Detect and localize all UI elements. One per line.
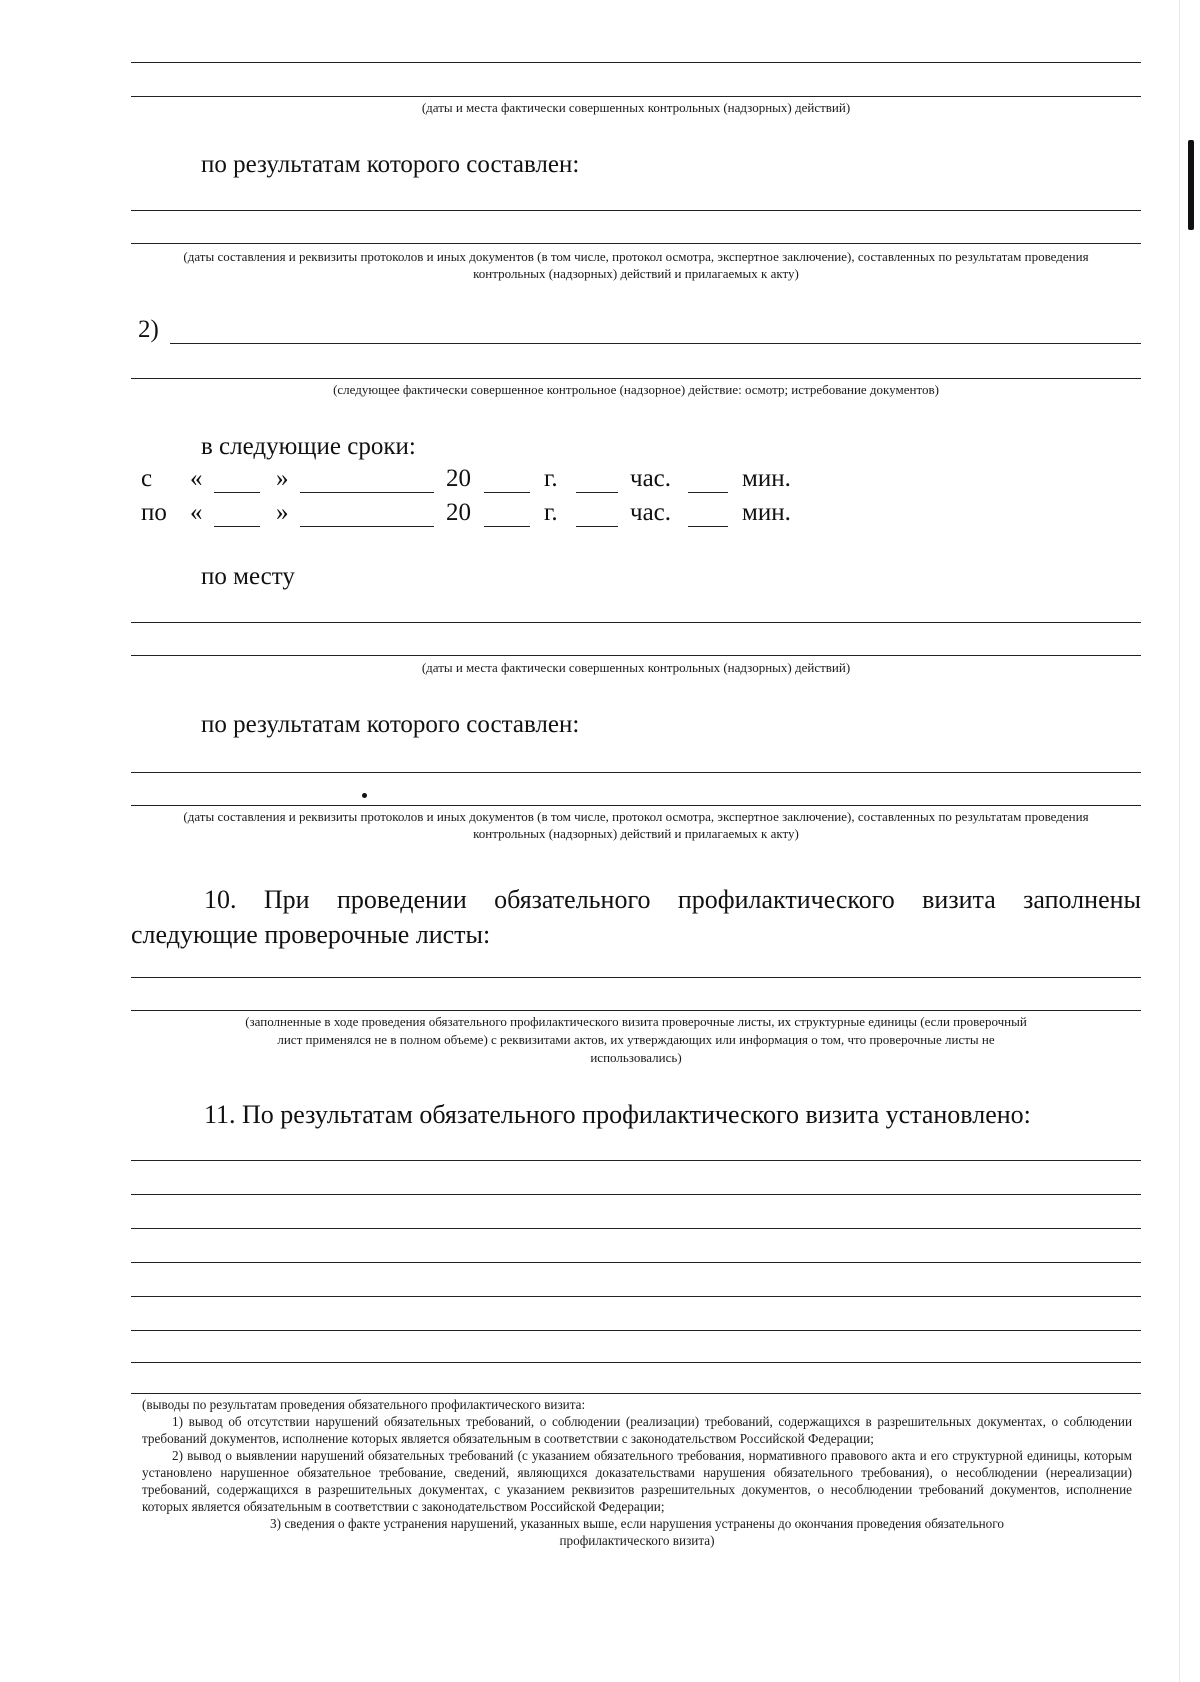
open-quote: « [190,499,203,526]
year-suffix: г. [544,465,558,492]
caption-checklists-2: лист применялся не в полном объеме) с реквизитами актов, их утверждающих или информация о том, что проверочные листы не [277,1032,995,1047]
hours-fill-line [576,492,618,493]
minutes-label: мин. [742,499,791,526]
scan-mark [1188,140,1194,230]
minutes-fill-line [688,492,728,493]
from-label: с [141,465,153,492]
blank-line [131,1194,1141,1195]
conclusion-3-line-1: 3) сведения о факте устранения нарушений, указанных выше, если нарушения устранены до окончания проведения обязательного [270,1516,1004,1531]
blank-line [131,1393,1141,1394]
item-10-text: 10. При проведении обязательного профилактического визита заполнены следующие проверочные листы: [131,885,1141,949]
blank-line [131,977,1141,978]
day-fill-line [214,526,260,527]
terms-label: в следующие сроки: [201,433,416,460]
conclusion-3-line-2: профилактического визита) [559,1533,715,1548]
year-prefix: 20 [446,499,471,526]
month-fill-line [300,492,434,493]
year-fill-line [484,492,530,493]
blank-line [131,210,1141,211]
caption-checklists-3: использовались) [590,1050,682,1065]
minutes-fill-line [688,526,728,527]
caption-action: (следующее фактически совершенное контрольное (надзорное) действие: осмотр; истребование документов) [333,382,939,397]
year-suffix: г. [544,499,558,526]
scan-dot [362,793,367,798]
blank-line [170,343,1141,344]
minutes-label: мин. [742,465,791,492]
item-11-text: 11. По результатам обязательного профилактического визита установлено: [204,1100,1031,1129]
blank-line [131,1362,1141,1363]
results-label: по результатам которого составлен: [201,711,580,738]
blank-line [131,622,1141,623]
blank-line [131,1160,1141,1161]
blank-line [131,655,1141,656]
hours-fill-line [576,526,618,527]
blank-line [131,1330,1141,1331]
hours-label: час. [630,465,672,492]
blank-line [131,96,1141,97]
blank-line [131,62,1141,63]
caption-places: (даты и места фактически совершенных контрольных (надзорных) действий) [421,660,851,675]
conclusions-caption [142,1396,1132,1549]
conclusion-2: 2) вывод о выявлении нарушений обязательных требований (с указанием обязательного требования, нормативного правового акта и его структурной единицы, которым установлено нарушенное обязательное требование, сведений, являющихся доказательствами нарушения обязательного требования), о несоблюдении (нереализации) требований, содержащихся в разрешительных документах, с указанием реквизитов разрешительных документов, о несоблюдении требований документов, исполнение которых является обязательным в соответствии с законодательством Российской Федерации; [142,1448,1132,1514]
year-prefix: 20 [446,465,471,492]
scan-edge [1179,0,1200,1682]
close-quote: » [276,499,289,526]
to-label: по [141,499,167,526]
blank-line [131,243,1141,244]
blank-line [131,1228,1141,1229]
caption-places: (даты и места фактически совершенных контрольных (надзорных) действий) [421,100,851,115]
place-label: по месту [201,563,295,590]
open-quote: « [190,465,203,492]
day-fill-line [214,492,260,493]
month-fill-line [300,526,434,527]
blank-line [131,1296,1141,1297]
caption-protocols: (даты составления и реквизиты протоколов и иных документов (в том числе, протокол осмотра, экспертное заключение), составленных по результатам проведения контрольных (надзорных) действий и прилагаемых к акту) [183,249,1089,281]
blank-line [131,1262,1141,1263]
conclusions-intro: (выводы по результатам проведения обязательного профилактического визита: [142,1397,586,1412]
close-quote: » [276,465,289,492]
caption-checklists-1: (заполненные в ходе проведения обязательного профилактического визита проверочные листы, их структурные единицы (если проверочный [245,1014,1027,1029]
action-number: 2) [138,316,159,343]
conclusion-1: 1) вывод об отсутствии нарушений обязательных требований, о соблюдении (реализации) требований, содержащихся в разрешительных документах, о соблюдении требований документов, исполнение которых является обязательным в соответствии с законодательством Российской Федерации; [142,1414,1132,1446]
blank-line [131,1010,1141,1011]
hours-label: час. [630,499,672,526]
caption-protocols: (даты составления и реквизиты протоколов и иных документов (в том числе, протокол осмотра, экспертное заключение), составленных по результатам проведения контрольных (надзорных) действий и прилагаемых к акту) [183,809,1089,841]
blank-line [131,378,1141,379]
year-fill-line [484,526,530,527]
blank-line [131,772,1141,773]
results-label: по результатам которого составлен: [201,151,580,178]
blank-line [131,805,1141,806]
